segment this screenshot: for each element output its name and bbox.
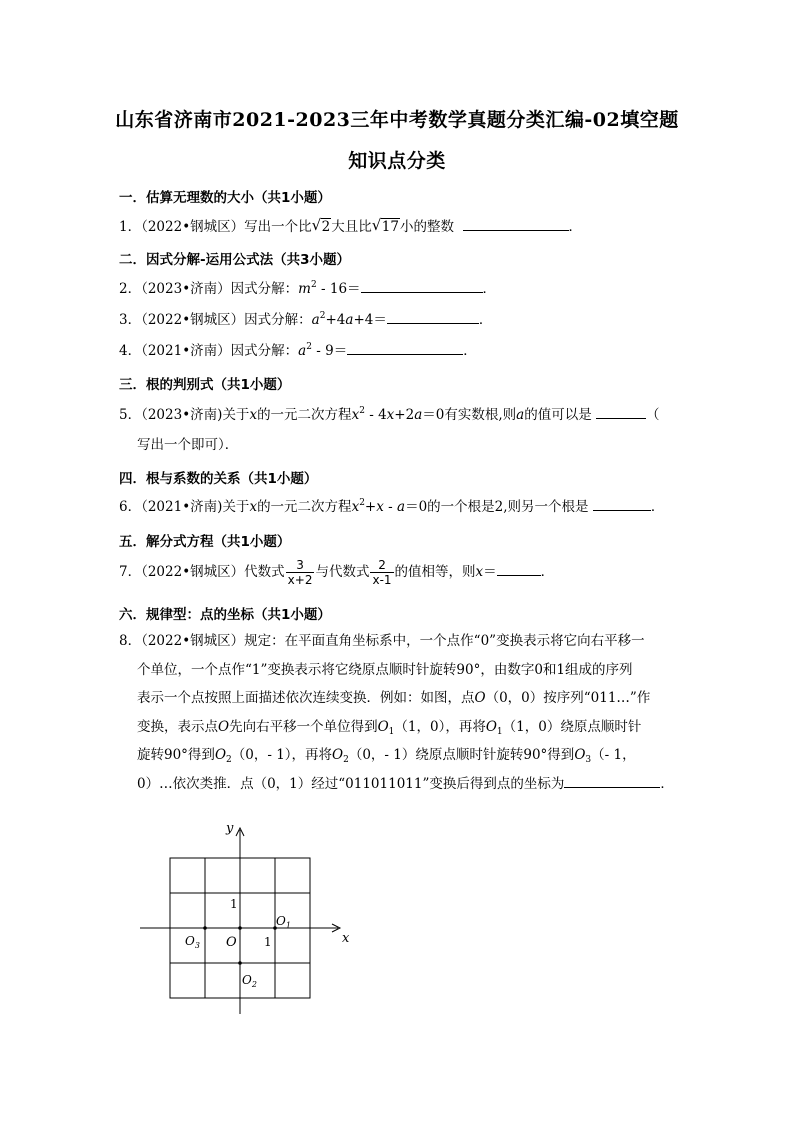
y-one-label: 1 xyxy=(230,897,238,911)
fraction-1: $\frac{3}{x+2}$ xyxy=(287,558,313,587)
section-heading-1: 一．估算无理数的大小（共1小题） xyxy=(119,190,331,206)
section-heading-6: 六．规律型：点的坐标（共1小题） xyxy=(119,607,331,623)
o2-label: $O_2$ xyxy=(242,973,257,989)
question-2: 2．（2023•济南）因式分解：$m^2 - 16=$ ． xyxy=(119,280,497,297)
question-4: 4．（2021•济南）因式分解：$a^2 - 9=$ ． xyxy=(119,342,477,359)
x-one-label: 1 xyxy=(264,935,272,949)
section-heading-3: 三．根的判别式（共1小题） xyxy=(119,377,291,393)
question-5: 5．（2023•济南)关于x的一元二次方程$x^2 - 4x+2a=0$有实数根,则a的值可以是 （ xyxy=(119,406,660,423)
question-8: 8．（2022•钢城区）规定：在平面直角坐标系中，一个点作“0”变换表示将它向右平移一 个单位，一个点作“1”变换表示将它绕原点顺时针旋转90°，由数字0和1组成的序列 表示一个点按照上面描述依次连续变换．例如：如图，点O（0，0）按序列“011…”作 变换，表示点O先向右平移一个单位得到$O_1(1$，0），再将$O_1(1$，0）绕原点顺时针 旋转90°得到$O_2(0$，- 1），再将$O_2(0$，- 1）绕原点顺时针旋转90°得到$O_3(-$ 1， 0）…依次类推．点（0，1）经过“011011011”变换后得到点的坐标为 ． xyxy=(119,633,674,792)
question-6: 6．（2021•济南)关于x的一元二次方程$x^2+x - a=0$的一个根是2,则另一个根是 ． xyxy=(119,498,665,515)
question-3: 3．（2022•钢城区）因式分解：$a^2+4a+4=$ ． xyxy=(119,311,493,328)
answer-blank-2[interactable] xyxy=(361,280,483,293)
page-title: 山东省济南市2021-2023三年中考数学真题分类汇编-02填空题 xyxy=(115,109,679,131)
answer-blank-7[interactable] xyxy=(497,563,541,576)
o1-label: $O_1$ xyxy=(276,914,291,930)
fraction-2: $\frac{2}{x-1}$ xyxy=(372,558,392,587)
page-subtitle: 知识点分类 xyxy=(348,150,446,172)
answer-blank-4[interactable] xyxy=(347,342,463,355)
section-heading-5: 五．解分式方程（共1小题） xyxy=(119,534,291,550)
answer-blank-3[interactable] xyxy=(387,311,479,324)
y-axis-label: y xyxy=(226,821,234,836)
section-heading-4: 四．根与系数的关系（共1小题） xyxy=(119,471,318,487)
answer-blank-6[interactable] xyxy=(593,498,651,511)
question-5-line2: 写出一个即可）． xyxy=(137,437,239,453)
x-axis-label: x xyxy=(342,931,350,946)
question-7: 7．（2022•钢城区）代数式 $\frac{3}{x+2}$ 与代数式 $\frac{2}{x-1}$ 的值相等，则x＝ ． xyxy=(119,558,555,587)
answer-blank-5[interactable] xyxy=(596,406,646,419)
coordinate-grid-figure xyxy=(130,818,360,1018)
sqrt-17: √ 17 xyxy=(371,216,399,235)
question-1: 1．（2022•钢城区）写出一个比 √ 2大且比 √ 17小的整数 ． xyxy=(119,216,583,235)
origin-label: O xyxy=(226,935,237,950)
o3-label: $O_3$ xyxy=(185,934,200,950)
section-heading-2: 二．因式分解-运用公式法（共3小题） xyxy=(119,252,350,268)
answer-blank-1[interactable] xyxy=(463,218,569,231)
answer-blank-8[interactable] xyxy=(564,775,660,788)
sqrt-2: √ 2 xyxy=(311,216,331,235)
